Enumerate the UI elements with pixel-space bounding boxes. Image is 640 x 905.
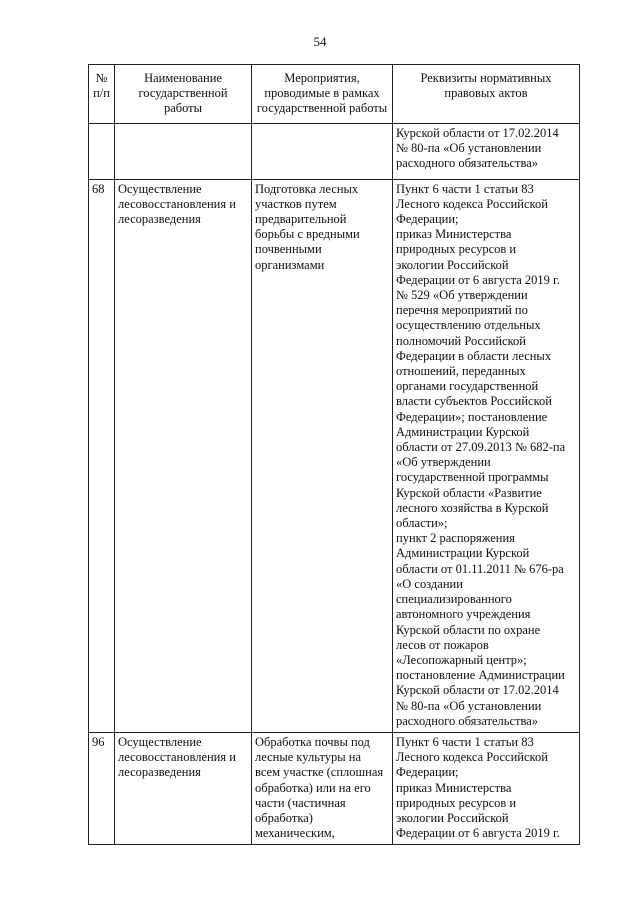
cell-legal-acts: Курской области от 17.02.2014 № 80-па «Об установлении расходного обязательства» [393,123,580,179]
table-header-row [89,65,580,124]
normative-acts-table [88,64,580,845]
header-number: № п/п [89,65,115,124]
cell-measures: Обработка почвы под лесные культуры на всем участке (сплошная обработка) или на его части (частичная обработка) механическим, [252,732,393,844]
header-work-name: Наименование государственной работы [115,65,252,124]
table-row [89,123,580,179]
page-number: 54 [313,34,327,49]
cell-work-name: Осуществление лесовосстановления и лесоразведения [115,179,252,732]
cell-measures: Подготовка лесных участков путем предварительной борьбы с вредными почвенными организмами [252,179,393,732]
cell-legal-acts: Пункт 6 части 1 статьи 83 Лесного кодекса Российской Федерации; приказ Министерства природных ресурсов и экологии Российской Федерации от 6 августа 2019 г. [393,732,580,844]
cell-work-name: Осуществление лесовосстановления и лесоразведения [115,732,252,844]
cell-number: 68 [89,179,115,732]
table-row [89,732,580,844]
cell-number: 96 [89,732,115,844]
cell-measures [252,123,393,179]
cell-number [89,123,115,179]
cell-legal-acts: Пункт 6 части 1 статьи 83 Лесного кодекса Российской Федерации; приказ Министерства природных ресурсов и экологии Российской Федерации от 6 августа 2019 г. № 529 «Об утверждении перечня мероприятий по осуществлению отдельных полномочий Российской Федерации в области лесных отношений, переданных органами государственной власти субъектов Российской Федерации»; постановление Администрации Курской области от 27.09.2013 № 682-па «Об утверждении государственной программы Курской области «Развитие лесного хозяйства в Курской области»; пункт 2 распоряжения Администрации Курской области от 01.11.2011 № 676-ра «О создании специализированного автономного учреждения Курской области по охране лесов от пожаров «Лесопожарный центр»; постановление Администрации Курской области от 17.02.2014 № 80-па «Об установлении расходного обязательства» [393,179,580,732]
cell-work-name [115,123,252,179]
header-legal-acts: Реквизиты нормативных правовых актов [393,65,580,124]
header-measures: Мероприятия, проводимые в рамках государственной работы [252,65,393,124]
table-row [89,179,580,732]
